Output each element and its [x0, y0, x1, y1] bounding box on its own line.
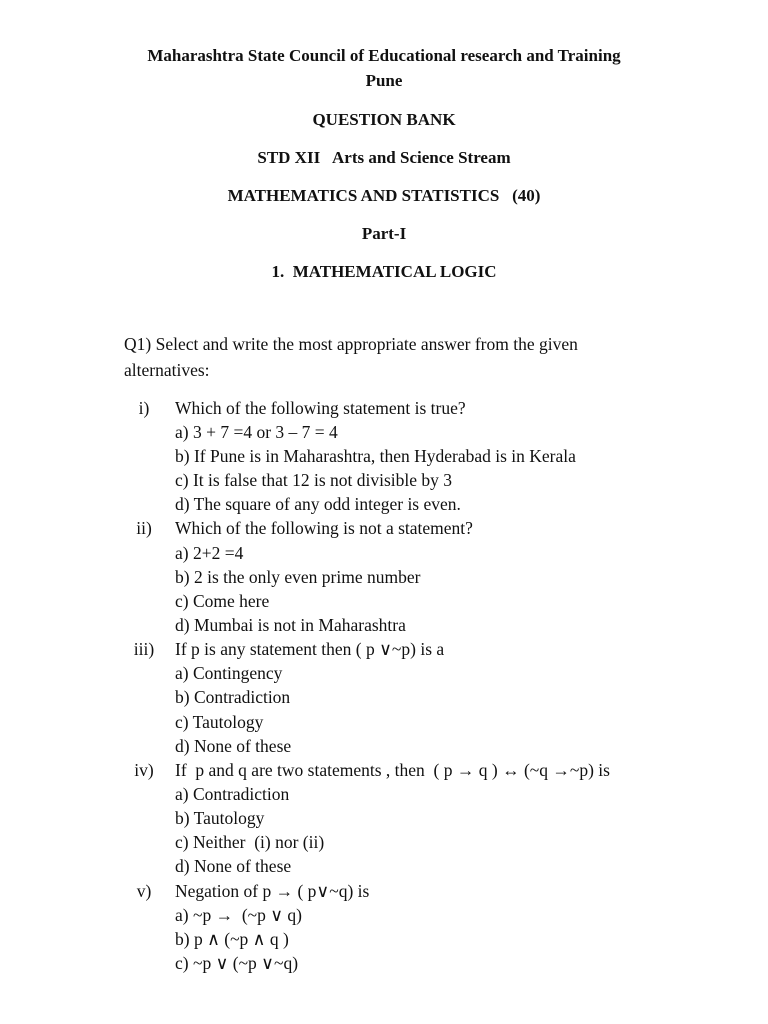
question-number: v)	[136, 881, 152, 901]
answer-option: a) Contradiction	[175, 784, 290, 804]
question-number: ii)	[136, 518, 152, 538]
instruction-line: alternatives:	[124, 360, 210, 380]
answer-option: b) 2 is the only even prime number	[175, 567, 421, 587]
answer-option: b) Contradiction	[175, 687, 291, 707]
question-text: Which of the following is not a statement?	[175, 518, 473, 538]
answer-option: b) p ∧ (~p ∧ q )	[175, 929, 289, 949]
council-city: Pune	[365, 71, 403, 90]
question-number: iv)	[134, 760, 154, 780]
standard-stream: STD XII Arts and Science Stream	[257, 148, 511, 167]
answer-option: a) Contingency	[175, 663, 283, 683]
answer-option: c) Neither (i) nor (ii)	[175, 832, 325, 852]
part-label: Part-I	[361, 224, 407, 243]
answer-option: a) ~p → (~p ∨ q)	[175, 905, 302, 925]
question-text: Negation of p → ( p∨~q) is	[175, 881, 370, 901]
answer-option: b) If Pune is in Maharashtra, then Hyderabad is in Kerala	[175, 446, 576, 466]
question-text: Which of the following statement is true?	[175, 398, 466, 418]
answer-option: c) It is false that 12 is not divisible by 3	[175, 470, 453, 490]
council-name: Maharashtra State Council of Educational research and Training	[147, 46, 621, 65]
question-text: If p and q are two statements , then ( p → q ) ↔ (~q →~p) is	[175, 760, 610, 780]
answer-option: a) 2+2 =4	[175, 543, 244, 563]
answer-option: b) Tautology	[175, 808, 265, 828]
question-number: i)	[138, 398, 150, 418]
answer-option: d) The square of any odd integer is even.	[175, 494, 461, 514]
question-text: If p is any statement then ( p ∨~p) is a	[175, 639, 445, 659]
answer-option: c) Come here	[175, 591, 270, 611]
answer-option: c) Tautology	[175, 712, 264, 732]
document-title: QUESTION BANK	[312, 110, 456, 129]
answer-option: c) ~p ∨ (~p ∨~q)	[175, 953, 299, 973]
answer-option: d) Mumbai is not in Maharashtra	[175, 615, 406, 635]
question-number: iii)	[133, 639, 155, 659]
answer-option: d) None of these	[175, 736, 292, 756]
chapter-title: 1. MATHEMATICAL LOGIC	[271, 262, 497, 281]
answer-option: a) 3 + 7 =4 or 3 – 7 = 4	[175, 422, 338, 442]
instruction-line: Q1) Select and write the most appropriate answer from the given	[124, 334, 578, 354]
section-instruction	[124, 331, 684, 383]
answer-option: d) None of these	[175, 856, 292, 876]
subject-title: MATHEMATICS AND STATISTICS (40)	[227, 186, 541, 205]
